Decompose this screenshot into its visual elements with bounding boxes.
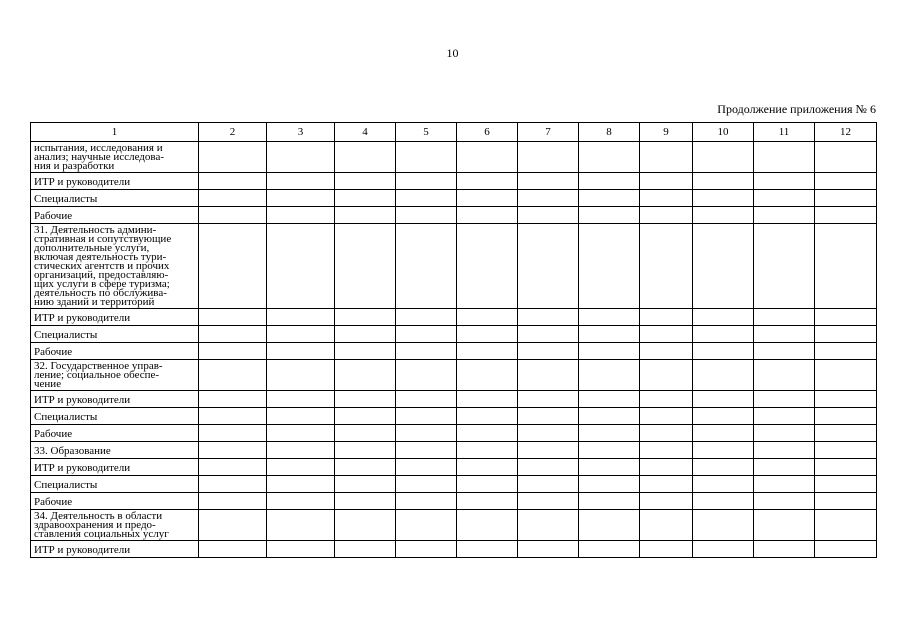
table-cell (579, 343, 640, 360)
table-cell (335, 360, 396, 391)
column-header-9: 9 (640, 123, 693, 142)
table-cell (815, 360, 877, 391)
table-cell (457, 510, 518, 541)
table-cell (335, 224, 396, 309)
table-cell (815, 476, 877, 493)
table-cell (754, 510, 815, 541)
table-cell (199, 541, 267, 558)
row-label (31, 360, 199, 391)
table-cell (754, 173, 815, 190)
row-label (31, 459, 199, 476)
table-cell (396, 493, 457, 510)
column-header-8: 8 (579, 123, 640, 142)
row-label-line: ИТР и руководители (34, 176, 131, 188)
table-cell (518, 459, 579, 476)
table-row (31, 142, 877, 173)
table-cell (754, 442, 815, 459)
table-cell (457, 425, 518, 442)
table-cell (518, 190, 579, 207)
table-cell (815, 493, 877, 510)
table-cell (640, 476, 693, 493)
table-cell (199, 476, 267, 493)
column-header-4: 4 (335, 123, 396, 142)
row-label-line: ИТР и руководители (34, 462, 131, 474)
table-cell (579, 493, 640, 510)
row-label-line: стических агентств и прочих (34, 260, 170, 272)
table-cell (693, 343, 754, 360)
row-label (31, 408, 199, 425)
table-cell (815, 173, 877, 190)
table-cell (815, 207, 877, 224)
table-cell (457, 142, 518, 173)
table-row (31, 408, 877, 425)
table-cell (335, 476, 396, 493)
table-cell (457, 343, 518, 360)
table-cell (518, 207, 579, 224)
table-cell (457, 173, 518, 190)
table-cell (396, 309, 457, 326)
table-row (31, 391, 877, 408)
table-cell (579, 391, 640, 408)
column-header-3: 3 (267, 123, 335, 142)
row-label (31, 309, 199, 326)
table-cell (335, 190, 396, 207)
table-row (31, 224, 877, 309)
table-cell (199, 190, 267, 207)
row-label (31, 442, 199, 459)
table-cell (457, 309, 518, 326)
row-label-line: включая деятельность тури- (34, 251, 167, 263)
table-cell (579, 224, 640, 309)
table-row (31, 343, 877, 360)
table-cell (335, 408, 396, 425)
table-cell (815, 510, 877, 541)
table-row (31, 541, 877, 558)
table-cell (815, 309, 877, 326)
table-cell (640, 391, 693, 408)
table-cell (267, 173, 335, 190)
table-cell (518, 360, 579, 391)
table-cell (754, 326, 815, 343)
table-cell (396, 343, 457, 360)
row-label-line: Специалисты (34, 329, 98, 341)
row-label-line: стративная и сопутствующие (34, 233, 172, 245)
table-cell (815, 541, 877, 558)
column-header-6: 6 (457, 123, 518, 142)
table-cell (815, 224, 877, 309)
table-cell (640, 190, 693, 207)
column-header-12: 12 (815, 123, 877, 142)
table-cell (267, 142, 335, 173)
row-label-line: Специалисты (34, 411, 98, 423)
table-cell (267, 224, 335, 309)
table-cell (579, 425, 640, 442)
row-label-line: 33. Образование (34, 445, 111, 457)
table-cell (693, 425, 754, 442)
table-row (31, 425, 877, 442)
table-cell (754, 309, 815, 326)
table-cell (518, 343, 579, 360)
table-cell (754, 408, 815, 425)
table-cell (396, 391, 457, 408)
table-cell (579, 541, 640, 558)
table-cell (754, 190, 815, 207)
table-cell (396, 142, 457, 173)
table-cell (518, 408, 579, 425)
table-cell (199, 309, 267, 326)
table-cell (518, 541, 579, 558)
table-cell (457, 207, 518, 224)
table-cell (457, 476, 518, 493)
column-header-2: 2 (199, 123, 267, 142)
table-cell (693, 391, 754, 408)
table-cell (815, 391, 877, 408)
table-cell (335, 173, 396, 190)
row-label-line: Рабочие (34, 496, 73, 508)
table-cell (199, 142, 267, 173)
table-cell (693, 459, 754, 476)
column-header-7: 7 (518, 123, 579, 142)
table-cell (335, 442, 396, 459)
row-label-line: щих услуги в сфере туризма; (34, 278, 170, 290)
row-label (31, 510, 199, 541)
table-cell (579, 360, 640, 391)
table-cell (267, 541, 335, 558)
table-cell (267, 510, 335, 541)
table-cell (199, 173, 267, 190)
table-cell (640, 309, 693, 326)
table-cell (693, 493, 754, 510)
row-label (31, 425, 199, 442)
table-cell (199, 459, 267, 476)
table-cell (693, 510, 754, 541)
column-header-11: 11 (754, 123, 815, 142)
table-row (31, 360, 877, 391)
table-cell (693, 541, 754, 558)
table-body (31, 142, 877, 558)
row-label-line: Специалисты (34, 479, 98, 491)
table-cell (693, 442, 754, 459)
table-cell (693, 408, 754, 425)
table-cell (815, 425, 877, 442)
table-cell (457, 442, 518, 459)
table-cell (518, 493, 579, 510)
row-label-line: ИТР и руководители (34, 394, 131, 406)
table-cell (396, 224, 457, 309)
table-cell (396, 459, 457, 476)
header-row (31, 123, 877, 142)
table-cell (640, 224, 693, 309)
row-label-line: анализ; научные исследова- (34, 151, 164, 163)
table-cell (335, 309, 396, 326)
table-cell (754, 343, 815, 360)
page-number: 10 (446, 46, 459, 60)
table-cell (693, 309, 754, 326)
table-row (31, 442, 877, 459)
table-cell (396, 425, 457, 442)
table-cell (267, 326, 335, 343)
row-label-line: Специалисты (34, 193, 98, 205)
row-label-line: ление; социальное обеспе- (34, 369, 160, 381)
table-cell (267, 476, 335, 493)
table-cell (457, 408, 518, 425)
table-cell (457, 360, 518, 391)
table-cell (396, 541, 457, 558)
table-cell (579, 442, 640, 459)
appendix-table (30, 122, 877, 558)
table-cell (396, 476, 457, 493)
row-label (31, 343, 199, 360)
table-cell (396, 207, 457, 224)
table-cell (199, 442, 267, 459)
table-cell (199, 425, 267, 442)
table-cell (693, 360, 754, 391)
row-label (31, 541, 199, 558)
table-cell (267, 408, 335, 425)
row-label-line: Рабочие (34, 210, 73, 222)
table-cell (518, 224, 579, 309)
table-cell (335, 493, 396, 510)
table-cell (335, 425, 396, 442)
table-cell (335, 326, 396, 343)
table-cell (199, 224, 267, 309)
table-cell (815, 190, 877, 207)
table-cell (754, 207, 815, 224)
table-row (31, 326, 877, 343)
table-cell (754, 493, 815, 510)
table-cell (396, 442, 457, 459)
table-cell (199, 510, 267, 541)
table-cell (396, 408, 457, 425)
table-cell (754, 142, 815, 173)
table-cell (267, 493, 335, 510)
table-cell (518, 142, 579, 173)
table-cell (640, 541, 693, 558)
table-cell (754, 360, 815, 391)
column-header-10: 10 (693, 123, 754, 142)
row-label (31, 224, 199, 309)
table-cell (457, 224, 518, 309)
table-cell (335, 391, 396, 408)
table-cell (396, 190, 457, 207)
table-cell (579, 408, 640, 425)
row-label (31, 476, 199, 493)
row-label (31, 493, 199, 510)
table-cell (640, 510, 693, 541)
continuation-label: Продолжение приложения № 6 (717, 102, 876, 116)
row-label-line: Рабочие (34, 346, 73, 358)
table-cell (518, 326, 579, 343)
table-cell (693, 142, 754, 173)
table-cell (754, 224, 815, 309)
table-cell (457, 326, 518, 343)
table-cell (754, 391, 815, 408)
table-cell (199, 391, 267, 408)
table-row (31, 459, 877, 476)
table-cell (199, 493, 267, 510)
table-cell (754, 425, 815, 442)
row-label (31, 190, 199, 207)
table-cell (693, 207, 754, 224)
table-cell (640, 142, 693, 173)
table-cell (518, 425, 579, 442)
row-label-line: ставления социальных услуг (34, 528, 169, 540)
table-cell (579, 309, 640, 326)
table-cell (579, 510, 640, 541)
table-cell (396, 326, 457, 343)
table-row (31, 493, 877, 510)
table-cell (640, 360, 693, 391)
table-cell (457, 459, 518, 476)
table-cell (199, 326, 267, 343)
table-cell (579, 173, 640, 190)
row-label (31, 326, 199, 343)
table-cell (396, 173, 457, 190)
row-label-line: чение (34, 378, 62, 390)
table-cell (754, 459, 815, 476)
row-label-line: испытания, исследования и (34, 142, 163, 154)
table-cell (267, 425, 335, 442)
column-header-5: 5 (396, 123, 457, 142)
row-label-line: нию зданий и территорий (34, 296, 155, 308)
table-cell (267, 309, 335, 326)
table-cell (518, 442, 579, 459)
table-cell (267, 442, 335, 459)
table-cell (457, 541, 518, 558)
column-header-1: 1 (31, 123, 199, 142)
row-label-line: организаций, предоставляю- (34, 269, 169, 281)
table-cell (640, 425, 693, 442)
table-cell (518, 309, 579, 326)
table-cell (396, 360, 457, 391)
table-cell (267, 459, 335, 476)
table-cell (457, 391, 518, 408)
table-row (31, 510, 877, 541)
row-label-line: 31. Деятельность админи- (34, 224, 157, 236)
table-cell (267, 207, 335, 224)
table-cell (693, 190, 754, 207)
table-cell (335, 459, 396, 476)
table-cell (640, 442, 693, 459)
table-cell (199, 360, 267, 391)
table-cell (640, 326, 693, 343)
table-cell (640, 173, 693, 190)
table-cell (267, 190, 335, 207)
table-cell (693, 326, 754, 343)
table-cell (640, 207, 693, 224)
row-label (31, 142, 199, 173)
row-label-line: ИТР и руководители (34, 312, 131, 324)
table-cell (640, 493, 693, 510)
row-label-line: 34. Деятельность в области (34, 510, 163, 522)
table-cell (199, 207, 267, 224)
table-cell (640, 343, 693, 360)
table-cell (693, 224, 754, 309)
table-cell (815, 408, 877, 425)
row-label (31, 391, 199, 408)
table-cell (815, 442, 877, 459)
row-label-line: здравоохранения и предо- (34, 519, 156, 531)
table-cell (579, 476, 640, 493)
row-label (31, 173, 199, 190)
table-cell (640, 408, 693, 425)
row-label-line: ИТР и руководители (34, 544, 131, 556)
table-cell (579, 142, 640, 173)
table-cell (335, 343, 396, 360)
table-cell (693, 476, 754, 493)
table-cell (457, 493, 518, 510)
table-cell (396, 510, 457, 541)
table-cell (335, 510, 396, 541)
table-cell (815, 459, 877, 476)
table-cell (518, 510, 579, 541)
table-cell (579, 207, 640, 224)
table-cell (457, 190, 518, 207)
table-cell (518, 173, 579, 190)
row-label-line: ния и разработки (34, 160, 115, 172)
table-cell (754, 476, 815, 493)
table-cell (693, 173, 754, 190)
table-row (31, 190, 877, 207)
table-cell (335, 207, 396, 224)
table-cell (518, 476, 579, 493)
table-cell (579, 459, 640, 476)
row-label-line: Рабочие (34, 428, 73, 440)
table-cell (267, 360, 335, 391)
table-row (31, 476, 877, 493)
table-cell (754, 541, 815, 558)
table-cell (579, 326, 640, 343)
table-cell (199, 408, 267, 425)
table-cell (815, 326, 877, 343)
table-cell (815, 343, 877, 360)
table-cell (267, 343, 335, 360)
table-cell (335, 142, 396, 173)
row-label-line: деятельность по обслужива- (34, 287, 167, 299)
row-label-line: дополнительные услуги, (34, 242, 150, 254)
row-label (31, 207, 199, 224)
table-cell (579, 190, 640, 207)
table-cell (199, 343, 267, 360)
table-row (31, 309, 877, 326)
table-cell (335, 541, 396, 558)
table-cell (815, 142, 877, 173)
row-label-line: 32. Государственное управ- (34, 360, 163, 372)
table-cell (518, 391, 579, 408)
table-cell (640, 459, 693, 476)
table-row (31, 207, 877, 224)
table-row (31, 173, 877, 190)
table-cell (267, 391, 335, 408)
